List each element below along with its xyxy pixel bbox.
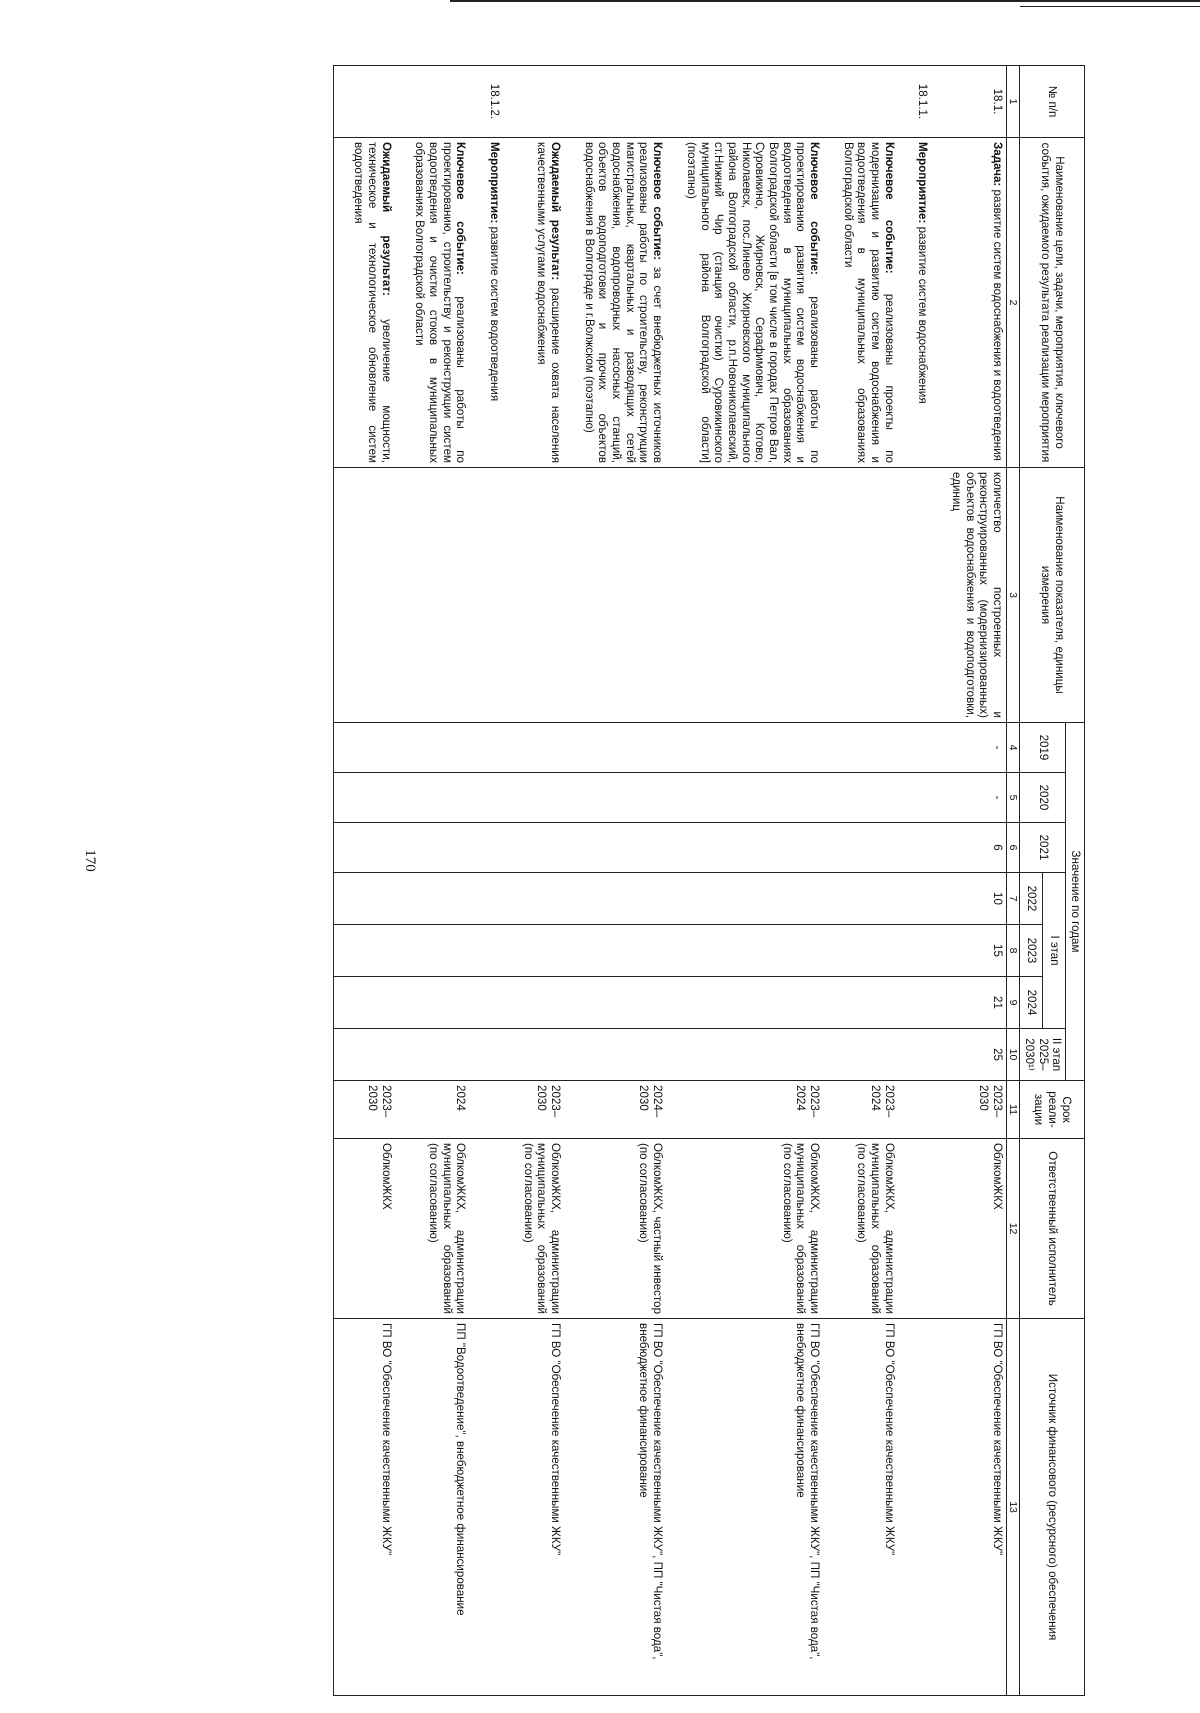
row-indicator <box>823 468 898 723</box>
value-2022 <box>469 873 503 925</box>
value-2023: 15 <box>931 925 1006 977</box>
value-2020 <box>333 773 395 823</box>
value-2020: - <box>931 773 1006 823</box>
row-number: 18.1. <box>931 66 1006 138</box>
row-indicator <box>503 468 564 723</box>
row-label: Мероприятие: <box>916 142 930 224</box>
row-term: 2023–2024 <box>823 1081 898 1139</box>
value-2020 <box>666 773 823 823</box>
row-term: 2024–2030 <box>564 1081 666 1139</box>
value-2019 <box>564 723 666 773</box>
stage-1-header: I этап <box>1043 873 1066 1029</box>
table-row <box>666 66 823 1696</box>
table-row <box>503 66 564 1696</box>
row-text: расширение охвата населения качественными услугами водоснабжения <box>535 142 563 463</box>
row-source: ГП ВО "Обеспечение качественными ЖКУ" <box>931 1319 1006 1696</box>
value-2024: 21 <box>931 977 1006 1029</box>
column-number: 3 <box>1006 468 1019 723</box>
col-term-header: Срок реали-зации <box>1020 1081 1085 1139</box>
row-term: 2023–2024 <box>666 1081 823 1139</box>
value-2021 <box>395 823 470 873</box>
row-label: Задача: <box>990 142 1004 187</box>
column-number: 9 <box>1006 977 1019 1029</box>
row-indicator <box>333 468 395 723</box>
row-number <box>333 66 395 138</box>
row-label: Ключевое событие: <box>807 142 821 275</box>
year-2019-header: 2019 <box>1020 723 1066 773</box>
header-row-1 <box>1066 66 1085 1696</box>
year-2024-header: 2024 <box>1020 977 1043 1029</box>
row-label: Ожидаемый результат: <box>379 142 393 296</box>
value-2024 <box>333 977 395 1029</box>
value-2021 <box>469 823 503 873</box>
row-name <box>469 138 503 468</box>
row-indicator <box>564 468 666 723</box>
row-text: реализованы работы по проектированию, строительству и реконструкции систем водоотведения и очистки стоков в муниципальных образованиях Волгоградской области <box>413 142 468 463</box>
row-term: 2024 <box>395 1081 470 1139</box>
row-source: ГП ВО "Обеспечение качественными ЖКУ" <box>333 1319 395 1696</box>
value-2020 <box>564 773 666 823</box>
row-label: Ожидаемый результат: <box>549 142 563 281</box>
row-label: Мероприятие: <box>488 142 502 224</box>
table-body <box>333 66 1006 1696</box>
row-term <box>898 1081 932 1139</box>
row-number <box>564 66 666 138</box>
row-indicator <box>395 468 470 723</box>
value-2025-2030 <box>503 1029 564 1081</box>
column-number: 11 <box>1006 1081 1019 1139</box>
value-2022 <box>395 873 470 925</box>
column-number: 6 <box>1006 823 1019 873</box>
row-number <box>395 66 470 138</box>
year-2022-header: 2022 <box>1020 873 1043 925</box>
row-executor: ОблкомЖКХ, администрации муниципальных образований (по согласованию) <box>395 1139 470 1319</box>
value-2025-2030 <box>333 1029 395 1081</box>
value-2023 <box>333 925 395 977</box>
table-row <box>823 66 898 1696</box>
col-name-header: Наименование цели, задачи, мероприятия, ключевого события, ожидаемого результата реализации мероприятия <box>1020 138 1085 468</box>
value-2022 <box>898 873 932 925</box>
value-2021 <box>564 823 666 873</box>
row-text: реализованы проекты по модернизации и развитию систем водоснабжения и водоотведения в муниципальных образованиях Волгоградской области <box>841 142 896 463</box>
row-text: увеличение мощности, техническое и технологическое обновление систем водоотведения <box>352 142 393 464</box>
column-numbers-row <box>1006 66 1019 1696</box>
row-indicator <box>666 468 823 723</box>
row-name <box>564 138 666 468</box>
rotated-table-container <box>130 65 1085 1695</box>
column-number: 5 <box>1006 773 1019 823</box>
value-2019 <box>395 723 470 773</box>
row-term: 2023–2030 <box>503 1081 564 1139</box>
value-2019 <box>823 723 898 773</box>
row-executor: ОблкомЖКХ, администрации муниципальных образований (по согласованию) <box>503 1139 564 1319</box>
table-row <box>898 66 932 1696</box>
year-2021-header: 2021 <box>1020 823 1066 873</box>
year-2023-header: 2023 <box>1020 925 1043 977</box>
row-source: ГП ВО "Обеспечение качественными ЖКУ" <box>823 1319 898 1696</box>
value-2022: 10 <box>931 873 1006 925</box>
value-2021 <box>823 823 898 873</box>
table-row <box>395 66 470 1696</box>
table-row <box>931 66 1006 1696</box>
row-text: реализованы работы по проектированию развития систем водоснабжения и водоотведения в муниципальных образованиях Волгоградской области [в том числе в городах Петров Вал, Суровикино, Жирновск, Серафимович, Котово, Николаевск, пос.Линево Жирновского муниципального района Волгоградской области, р.п.Новониколаевский, ст.Нижний Чир (станция очистки) Суровикинского муниципального района Волгоградской области] (поэтапно) <box>684 142 821 463</box>
row-label: Ключевое событие: <box>454 142 468 275</box>
page-number: 170 <box>81 849 98 872</box>
value-2019 <box>503 723 564 773</box>
row-name <box>898 138 932 468</box>
row-executor <box>898 1139 932 1319</box>
row-indicator <box>469 468 503 723</box>
row-executor <box>469 1139 503 1319</box>
values-by-year-header: Значение по годам <box>1066 723 1085 1081</box>
row-label: Ключевое событие: <box>882 142 896 274</box>
value-2020 <box>469 773 503 823</box>
row-executor: ОблкомЖКХ <box>931 1139 1006 1319</box>
row-executor: ОблкомЖКХ, администрации муниципальных образований (по согласованию) <box>823 1139 898 1319</box>
value-2023 <box>503 925 564 977</box>
stage-2-header: II этап 2025–2030¹⁾ <box>1020 1029 1066 1081</box>
value-2025-2030 <box>666 1029 823 1081</box>
value-2023 <box>395 925 470 977</box>
top-border-line <box>450 0 1200 2</box>
row-name <box>931 138 1006 468</box>
value-2023 <box>469 925 503 977</box>
value-2019 <box>666 723 823 773</box>
row-text: развитие систем водоотведения <box>488 223 502 402</box>
value-2023 <box>823 925 898 977</box>
column-number: 2 <box>1006 138 1019 468</box>
row-name <box>823 138 898 468</box>
value-2023 <box>898 925 932 977</box>
row-executor: ОблкомЖКХ, частный инвестор (по согласованию) <box>564 1139 666 1319</box>
value-2022 <box>333 873 395 925</box>
value-2025-2030 <box>898 1029 932 1081</box>
row-indicator <box>898 468 932 723</box>
col-indicator-header: Наименование показателя, единицы измерения <box>1020 468 1085 723</box>
row-indicator: количество построенных и реконструированных (модернизированных) объектов водоснабжения и водоподготовки, единиц <box>931 468 1006 723</box>
col-source-header: Источник финансового (ресурсного) обеспечения <box>1020 1319 1085 1696</box>
value-2025-2030: 25 <box>931 1029 1006 1081</box>
row-source <box>898 1319 932 1696</box>
column-number: 4 <box>1006 723 1019 773</box>
value-2024 <box>503 977 564 1029</box>
row-name <box>333 138 395 468</box>
row-term: 2023–2030 <box>931 1081 1006 1139</box>
value-2025-2030 <box>564 1029 666 1081</box>
row-number <box>666 66 823 138</box>
value-2023 <box>666 925 823 977</box>
value-2021 <box>333 823 395 873</box>
row-source <box>469 1319 503 1696</box>
value-2024 <box>395 977 470 1029</box>
value-2024 <box>666 977 823 1029</box>
row-name <box>395 138 470 468</box>
value-2019: - <box>931 723 1006 773</box>
column-number: 8 <box>1006 925 1019 977</box>
value-2021 <box>503 823 564 873</box>
row-source: ГП ВО "Обеспечение качественными ЖКУ", ПП "Чистая вода", внебюджетное финансирование <box>666 1319 823 1696</box>
column-number: 10 <box>1006 1029 1019 1081</box>
row-executor: ОблкомЖКХ <box>333 1139 395 1319</box>
year-2020-header: 2020 <box>1020 773 1066 823</box>
row-source: ПП "Водоотведение", внебюджетное финансирование <box>395 1319 470 1696</box>
value-2023 <box>564 925 666 977</box>
value-2020 <box>395 773 470 823</box>
value-2019 <box>898 723 932 773</box>
value-2024 <box>469 977 503 1029</box>
value-2020 <box>898 773 932 823</box>
value-2024 <box>823 977 898 1029</box>
row-name <box>503 138 564 468</box>
row-name <box>666 138 823 468</box>
value-2019 <box>333 723 395 773</box>
table-row <box>564 66 666 1696</box>
row-text: развитие систем водоснабжения <box>916 223 930 404</box>
row-number <box>823 66 898 138</box>
col-num-header: № п/п <box>1020 66 1085 138</box>
row-text: развитие систем водоснабжения и водоотведения <box>990 186 1004 461</box>
column-number: 7 <box>1006 873 1019 925</box>
row-term: 2023–2030 <box>333 1081 395 1139</box>
value-2021 <box>666 823 823 873</box>
row-number <box>503 66 564 138</box>
value-2024 <box>898 977 932 1029</box>
value-2021 <box>898 823 932 873</box>
column-number: 12 <box>1006 1139 1019 1319</box>
column-number: 13 <box>1006 1319 1019 1696</box>
value-2025-2030 <box>469 1029 503 1081</box>
program-table <box>333 65 1085 1696</box>
value-2020 <box>503 773 564 823</box>
column-number: 1 <box>1006 66 1019 138</box>
row-number: 18.1.2. <box>469 66 503 138</box>
col-executor-header: Ответственный исполнитель <box>1020 1139 1085 1319</box>
value-2024 <box>564 977 666 1029</box>
row-term <box>469 1081 503 1139</box>
value-2022 <box>666 873 823 925</box>
row-number: 18.1.1. <box>898 66 932 138</box>
value-2020 <box>823 773 898 823</box>
value-2022 <box>503 873 564 925</box>
value-2022 <box>823 873 898 925</box>
table-row <box>333 66 395 1696</box>
value-2021: 6 <box>931 823 1006 873</box>
value-2025-2030 <box>823 1029 898 1081</box>
row-text: за счет внебюджетных источников реализованы работы по строительству, реконструкции магистральных, квартальных и разводящих сетей водоснабжения, водопроводных насосных станций, объектов водоподготовки и прочих объектов водоснабжения в Волгограде и г.Волжском (поэтапно) <box>582 142 665 463</box>
row-executor: ОблкомЖКХ, администрации муниципальных образований (по согласованию) <box>666 1139 823 1319</box>
value-2025-2030 <box>395 1029 470 1081</box>
value-2022 <box>564 873 666 925</box>
top-border-line-short <box>1020 6 1200 7</box>
row-source: ГП ВО "Обеспечение качественными ЖКУ" <box>503 1319 564 1696</box>
table-row <box>469 66 503 1696</box>
value-2019 <box>469 723 503 773</box>
row-source: ГП ВО "Обеспечение качественными ЖКУ", ПП "Чистая вода", внебюджетное финансирование <box>564 1319 666 1696</box>
row-label: Ключевое событие: <box>651 142 665 261</box>
